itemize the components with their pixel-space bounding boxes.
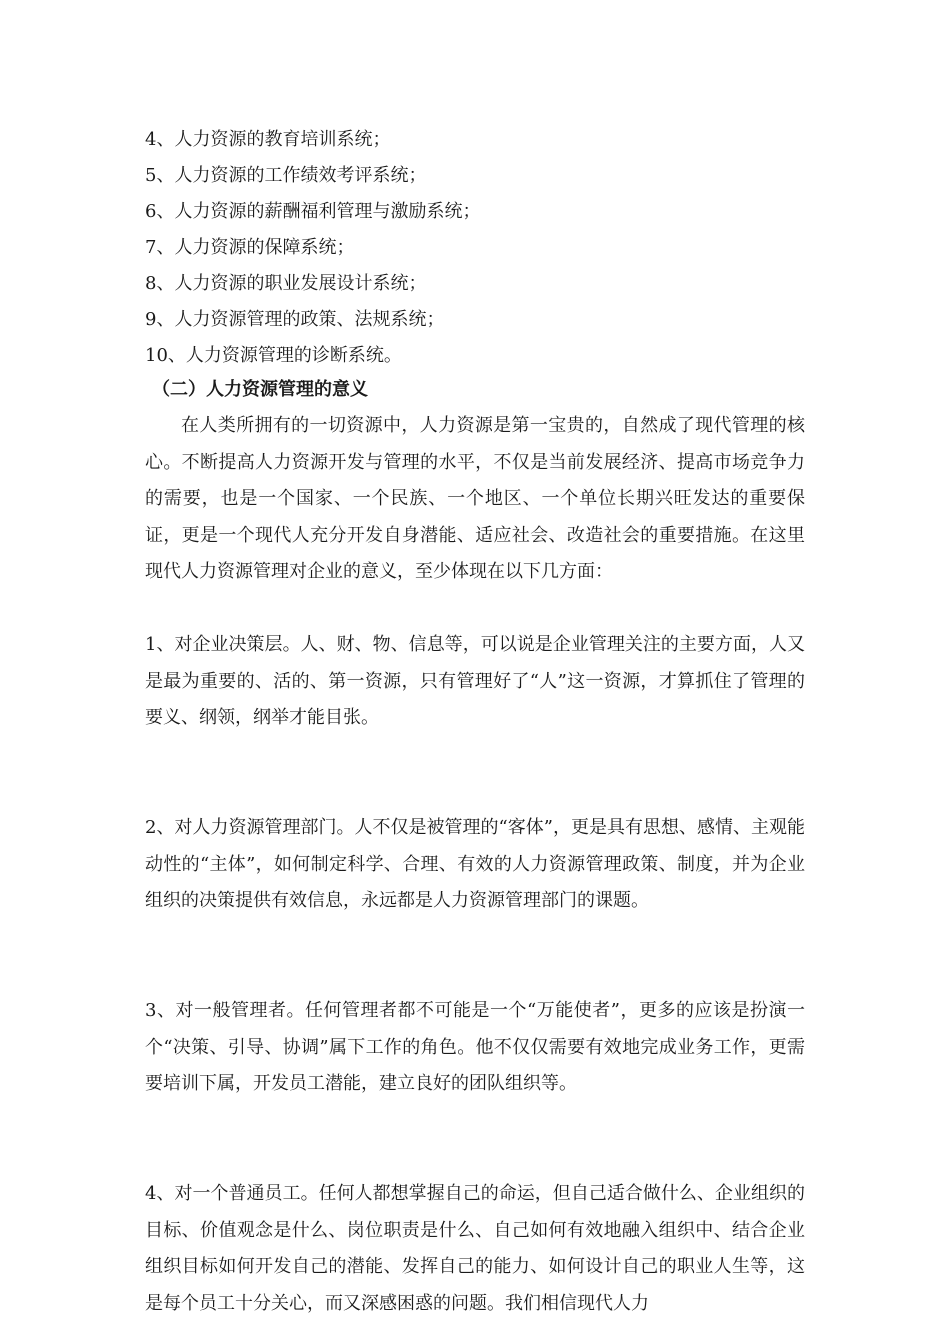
list-item: 6、人力资源的薪酬福利管理与激励系统；: [145, 201, 481, 222]
list-item: 4、人力资源的教育培训系统；: [145, 129, 391, 150]
list-item: 7、人力资源的保障系统；: [145, 237, 355, 258]
list-item: 5、人力资源的工作绩效考评系统；: [145, 165, 427, 186]
point-paragraph-2: 2、对人力资源管理部门。人不仅是被管理的“客体”，更是具有思想、感情、主观能动性的“主体”，如何制定科学、合理、有效的人力资源管理政策、制度，并为企业组织的决策提供有效信息，永远都是人力资源管理部门的课题。: [145, 817, 805, 911]
list-item: 10、人力资源管理的诊断系统。: [145, 345, 402, 366]
intro-paragraph: 在人类所拥有的一切资源中，人力资源是第一宝贵的，自然成了现代管理的核心。不断提高人力资源开发与管理的水平，不仅是当前发展经济、提高市场竞争力的需要，也是一个国家、一个民族、一个地区、一个单位长期兴旺发达的重要保证，更是一个现代人充分开发自身潜能、适应社会、改造社会的重要措施。在这里现代人力资源管理对企业的意义，至少体现在以下几方面：: [145, 415, 805, 582]
list-item: 8、人力资源的职业发展设计系统；: [145, 273, 427, 294]
list-item: 9、人力资源管理的政策、法规系统；: [145, 309, 445, 330]
section-heading: （二）人力资源管理的意义: [152, 379, 368, 400]
system-list: [145, 122, 815, 374]
point-paragraph-1: 1、对企业决策层。人、财、物、信息等，可以说是企业管理关注的主要方面，人又是最为重要的、活的、第一资源，只有管理好了“人”这一资源，才算抓住了管理的要义、纲领，纲举才能目张。: [145, 634, 805, 728]
point-paragraph-3: 3、对一般管理者。任何管理者都不可能是一个“万能使者”，更多的应该是扮演一个“决策、引导、协调”属下工作的角色。他不仅仅需要有效地完成业务工作，更需要培训下属，开发员工潜能，建立良好的团队组织等。: [145, 1000, 805, 1094]
point-paragraph-4: 4、对一个普通员工。任何人都想掌握自己的命运，但自己适合做什么、企业组织的目标、价值观念是什么、岗位职责是什么、自己如何有效地融入组织中、结合企业组织目标如何开发自己的潜能、发挥自己的能力、如何设计自己的职业人生等，这是每个员工十分关心，而又深感困惑的问题。我们相信现代人力: [145, 1183, 805, 1314]
